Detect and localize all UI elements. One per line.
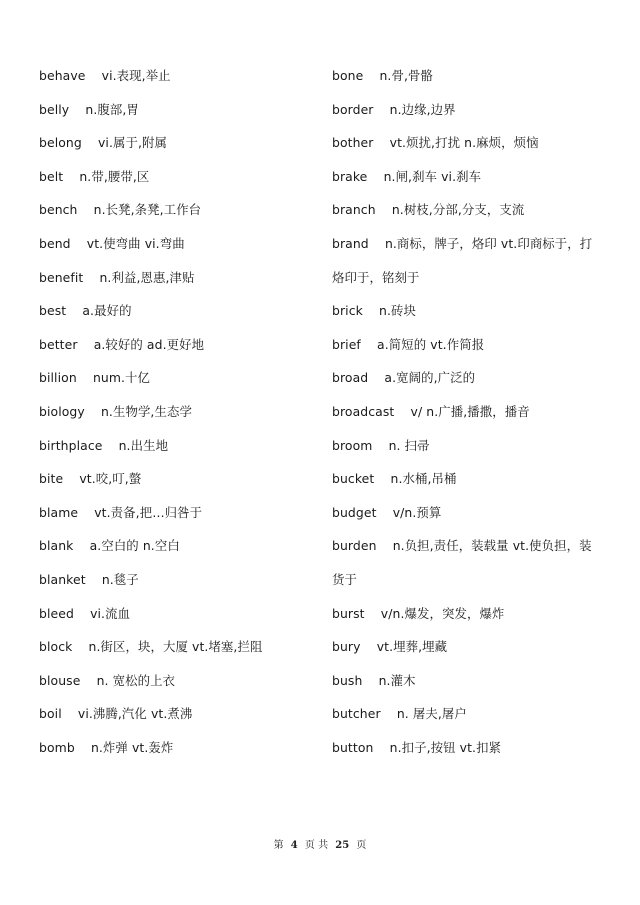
vocab-word: bench: [39, 202, 78, 218]
vocab-entry: [332, 361, 612, 395]
vocab-definition: n.骨,骨骼: [379, 68, 433, 83]
vocab-definition: v/ n.广播,播撒，播音: [410, 403, 530, 419]
vocab-entry: [332, 160, 612, 194]
footer-prefix: 第: [273, 840, 284, 851]
vocab-definition: n.闸,刹车 vi.刹车: [383, 168, 482, 184]
vocab-definition: n.水桶,吊桶: [390, 471, 457, 487]
vocab-entry: [39, 697, 314, 731]
vocab-word: belong: [39, 135, 82, 151]
vocab-entry: [39, 93, 314, 127]
vocab-entry: [332, 496, 612, 530]
vocab-entry: [332, 93, 612, 127]
vocab-word: benefit: [39, 269, 84, 285]
vocab-definition: n.树枝,分部,分支，支流: [391, 202, 525, 218]
vocab-entry: [39, 630, 314, 664]
vocab-word: burden: [332, 538, 377, 554]
vocab-definition: vt.责备,把…归咎于: [94, 504, 203, 520]
vocab-definition: vi.流血: [90, 605, 131, 621]
vocab-word: broom: [332, 437, 373, 453]
vocab-word: bone: [332, 68, 364, 83]
vocab-word: broadcast: [332, 403, 395, 419]
footer-total-pages: 25: [335, 840, 350, 851]
vocab-entry: [332, 59, 612, 93]
vocab-entry: [332, 597, 612, 631]
vocab-word: birthplace: [39, 437, 103, 453]
vocab-entry: [39, 395, 314, 429]
vocab-entry: [332, 395, 612, 429]
vocab-definition: n.砖块: [379, 303, 417, 319]
vocab-entry: [332, 429, 612, 463]
vocab-definition: 货于: [332, 571, 357, 587]
vocab-definition: n.腹部,胃: [85, 101, 139, 117]
right-column: [332, 59, 612, 764]
vocab-word: bother: [332, 135, 374, 151]
left-column: [39, 59, 314, 764]
vocab-definition: n.商标，牌子，烙印 vt.印商标于，打: [384, 235, 593, 251]
vocab-definition: n.灌木: [378, 672, 416, 688]
vocab-word: best: [39, 303, 67, 319]
footer-middle: 页 共: [304, 840, 329, 851]
vocab-definition: vi.沸腾,汽化 vt.煮沸: [77, 706, 193, 722]
vocab-entry: [332, 462, 612, 496]
vocab-definition: n. 扫帚: [388, 437, 430, 453]
vocab-word: belly: [39, 101, 70, 117]
vocab-entry: [39, 429, 314, 463]
vocab-definition: vt.烦扰,打扰 n.麻烦，烦恼: [389, 135, 539, 151]
vocab-entry: [39, 261, 314, 295]
vocab-definition: n. 宽松的上衣: [96, 672, 176, 688]
vocab-word: bleed: [39, 605, 74, 621]
vocab-entry: [39, 160, 314, 194]
vocab-entry: [39, 462, 314, 496]
vocab-entry: [39, 59, 314, 93]
vocab-definition: a.空白的 n.空白: [89, 538, 180, 554]
vocab-word: biology: [39, 403, 85, 419]
vocab-definition: n.毯子: [101, 571, 139, 587]
vocab-entry: [332, 697, 612, 731]
vocab-entry: [332, 328, 612, 362]
vocab-definition: n.生物学,生态学: [100, 403, 192, 419]
vocab-entry: [332, 664, 612, 698]
vocab-entry: [332, 227, 612, 261]
vocab-word: blame: [39, 504, 79, 520]
vocab-definition: n.扣子,按钮 vt.扣紧: [389, 739, 502, 755]
vocab-definition: a.宽阔的,广泛的: [384, 370, 476, 386]
vocab-word: blanket: [39, 571, 86, 587]
vocab-word: burst: [332, 605, 365, 621]
vocab-entry: [39, 563, 314, 597]
vocab-word: behave: [39, 68, 86, 83]
vocab-word: bush: [332, 672, 363, 688]
vocab-entry: [39, 361, 314, 395]
vocab-entry: [332, 731, 612, 765]
footer-page-number: 4: [290, 840, 298, 851]
vocab-definition: 烙印于，铭刻于: [332, 269, 420, 285]
vocab-definition: a.较好的 ad.更好地: [93, 336, 205, 352]
vocab-definition: a.简短的 vt.作简报: [377, 336, 485, 352]
vocab-word: butcher: [332, 706, 381, 722]
vocab-definition: v/n.预算: [392, 504, 442, 520]
vocab-entry: [332, 563, 612, 597]
vocab-definition: n.街区，块，大厦 vt.堵塞,拦阻: [88, 639, 263, 655]
vocab-definition: vt.咬,叮,螫: [79, 471, 142, 487]
vocab-word: billion: [39, 370, 77, 386]
vocab-definition: vi.表现,举止: [101, 68, 171, 83]
vocab-entry: [39, 496, 314, 530]
vocab-word: bomb: [39, 739, 75, 755]
vocab-entry: [332, 294, 612, 328]
vocab-definition: n.长凳,条凳,工作台: [93, 202, 202, 218]
vocab-definition: n.边缘,边界: [389, 101, 456, 117]
vocab-entry: [332, 529, 612, 563]
vocab-definition: v/n.爆发，突发，爆炸: [380, 605, 505, 621]
vocab-definition: n. 屠夫,屠户: [396, 706, 467, 722]
vocab-word: brake: [332, 168, 368, 184]
vocab-definition: num.十亿: [92, 370, 151, 386]
vocab-entry: [332, 193, 612, 227]
vocab-word: broad: [332, 370, 369, 386]
vocab-definition: vi.属于,附属: [98, 135, 168, 151]
vocab-definition: n.利益,恩惠,津贴: [99, 269, 195, 285]
vocab-entry: [39, 529, 314, 563]
vocab-word: bend: [39, 235, 71, 251]
vocab-word: better: [39, 336, 78, 352]
vocab-word: blouse: [39, 672, 81, 688]
vocab-word: boil: [39, 706, 62, 722]
vocab-word: border: [332, 101, 374, 117]
vocab-word: block: [39, 639, 73, 655]
vocab-definition: vt.使弯曲 vi.弯曲: [86, 235, 185, 251]
vocab-entry: [39, 227, 314, 261]
vocab-word: brand: [332, 235, 369, 251]
vocab-definition: a.最好的: [82, 303, 132, 319]
vocab-definition: vt.埋葬,埋藏: [376, 639, 448, 655]
vocab-word: budget: [332, 504, 377, 520]
footer-suffix: 页: [356, 840, 367, 851]
vocab-word: button: [332, 739, 374, 755]
vocab-entry: [39, 328, 314, 362]
vocab-entry: [39, 193, 314, 227]
vocab-definition: n.炸弹 vt.轰炸: [90, 739, 174, 755]
vocab-entry: [39, 294, 314, 328]
vocab-entry: [332, 126, 612, 160]
vocab-entry: [332, 261, 612, 295]
vocab-word: bury: [332, 639, 361, 655]
vocab-definition: n.带,腰带,区: [79, 168, 150, 184]
vocab-entry: [39, 597, 314, 631]
vocab-word: belt: [39, 168, 64, 184]
vocab-entry: [39, 126, 314, 160]
vocab-definition: n.负担,责任，装载量 vt.使负担，装: [392, 538, 592, 554]
vocab-entry: [332, 630, 612, 664]
vocab-entry: [39, 664, 314, 698]
vocab-word: bite: [39, 471, 64, 487]
vocab-definition: n.出生地: [118, 437, 169, 453]
vocab-entry: [39, 731, 314, 765]
vocab-word: blank: [39, 538, 74, 554]
vocab-word: brick: [332, 303, 363, 319]
page-footer: [0, 836, 640, 851]
vocab-word: branch: [332, 202, 376, 218]
vocab-word: brief: [332, 336, 361, 352]
vocab-word: bucket: [332, 471, 375, 487]
